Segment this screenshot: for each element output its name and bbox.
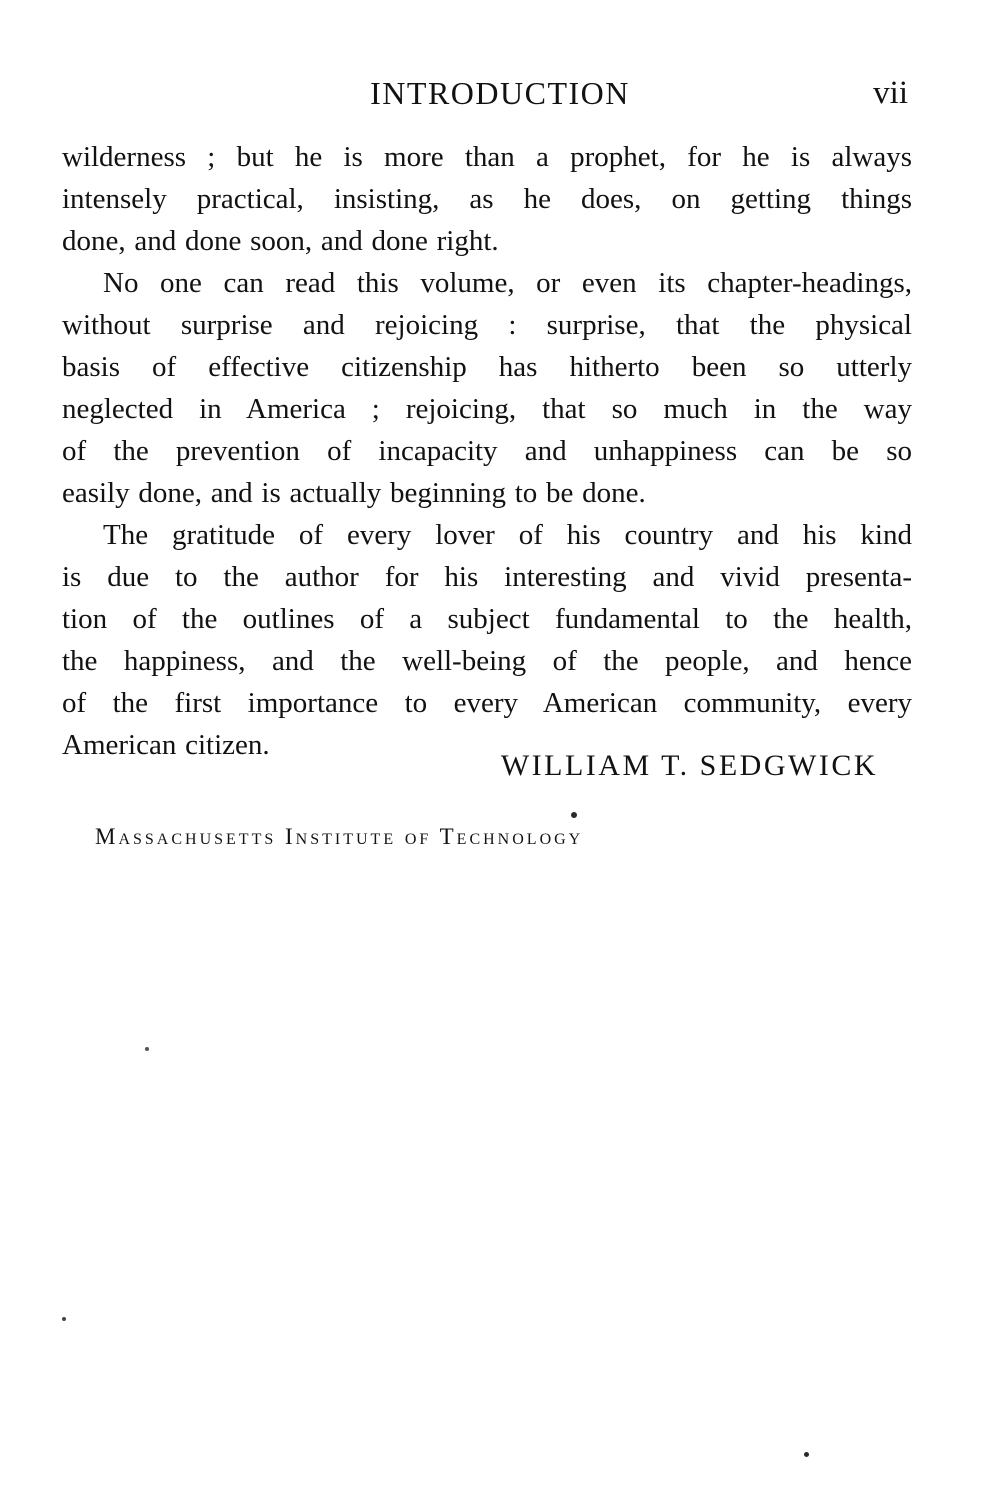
text-line: easily done, and is actually beginning to be done. <box>62 477 646 509</box>
author-signature: WILLIAM T. SEDGWICK <box>500 749 878 782</box>
page-title: INTRODUCTION <box>370 75 630 111</box>
text-line: of the prevention of incapacity and unhappiness can be so <box>62 435 912 467</box>
text-line: basis of effective citizenship has hitherto been so utterly <box>62 351 912 383</box>
text-line: of the first importance to every American community, every <box>62 687 912 719</box>
text-line: without surprise and rejoicing : surprise, that the physical <box>62 309 912 341</box>
page-number: vii <box>873 75 908 111</box>
text-line: tion of the outlines of a subject fundamental to the health, <box>62 603 912 635</box>
author-affiliation: Massachusetts Institute of Technology <box>95 824 584 849</box>
text-line: No one can read this volume, or even its chapter-headings, <box>103 267 912 299</box>
text-line: American citizen. <box>62 729 270 761</box>
ink-dot <box>571 812 577 818</box>
scan-speck <box>804 1452 809 1457</box>
body-text <box>62 136 912 766</box>
scan-speck <box>145 1047 149 1051</box>
text-line: wilderness ; but he is more than a prophet, for he is always <box>62 141 912 173</box>
text-line: the happiness, and the well-being of the people, and hence <box>62 645 912 677</box>
text-line: neglected in America ; rejoicing, that so much in the way <box>62 393 912 425</box>
text-line: is due to the author for his interesting and vivid presenta- <box>62 561 912 593</box>
text-line: The gratitude of every lover of his country and his kind <box>103 519 912 551</box>
text-line: done, and done soon, and done right. <box>62 225 499 257</box>
text-line: intensely practical, insisting, as he does, on getting things <box>62 183 912 215</box>
running-header <box>0 74 1000 112</box>
scan-speck <box>62 1317 66 1321</box>
